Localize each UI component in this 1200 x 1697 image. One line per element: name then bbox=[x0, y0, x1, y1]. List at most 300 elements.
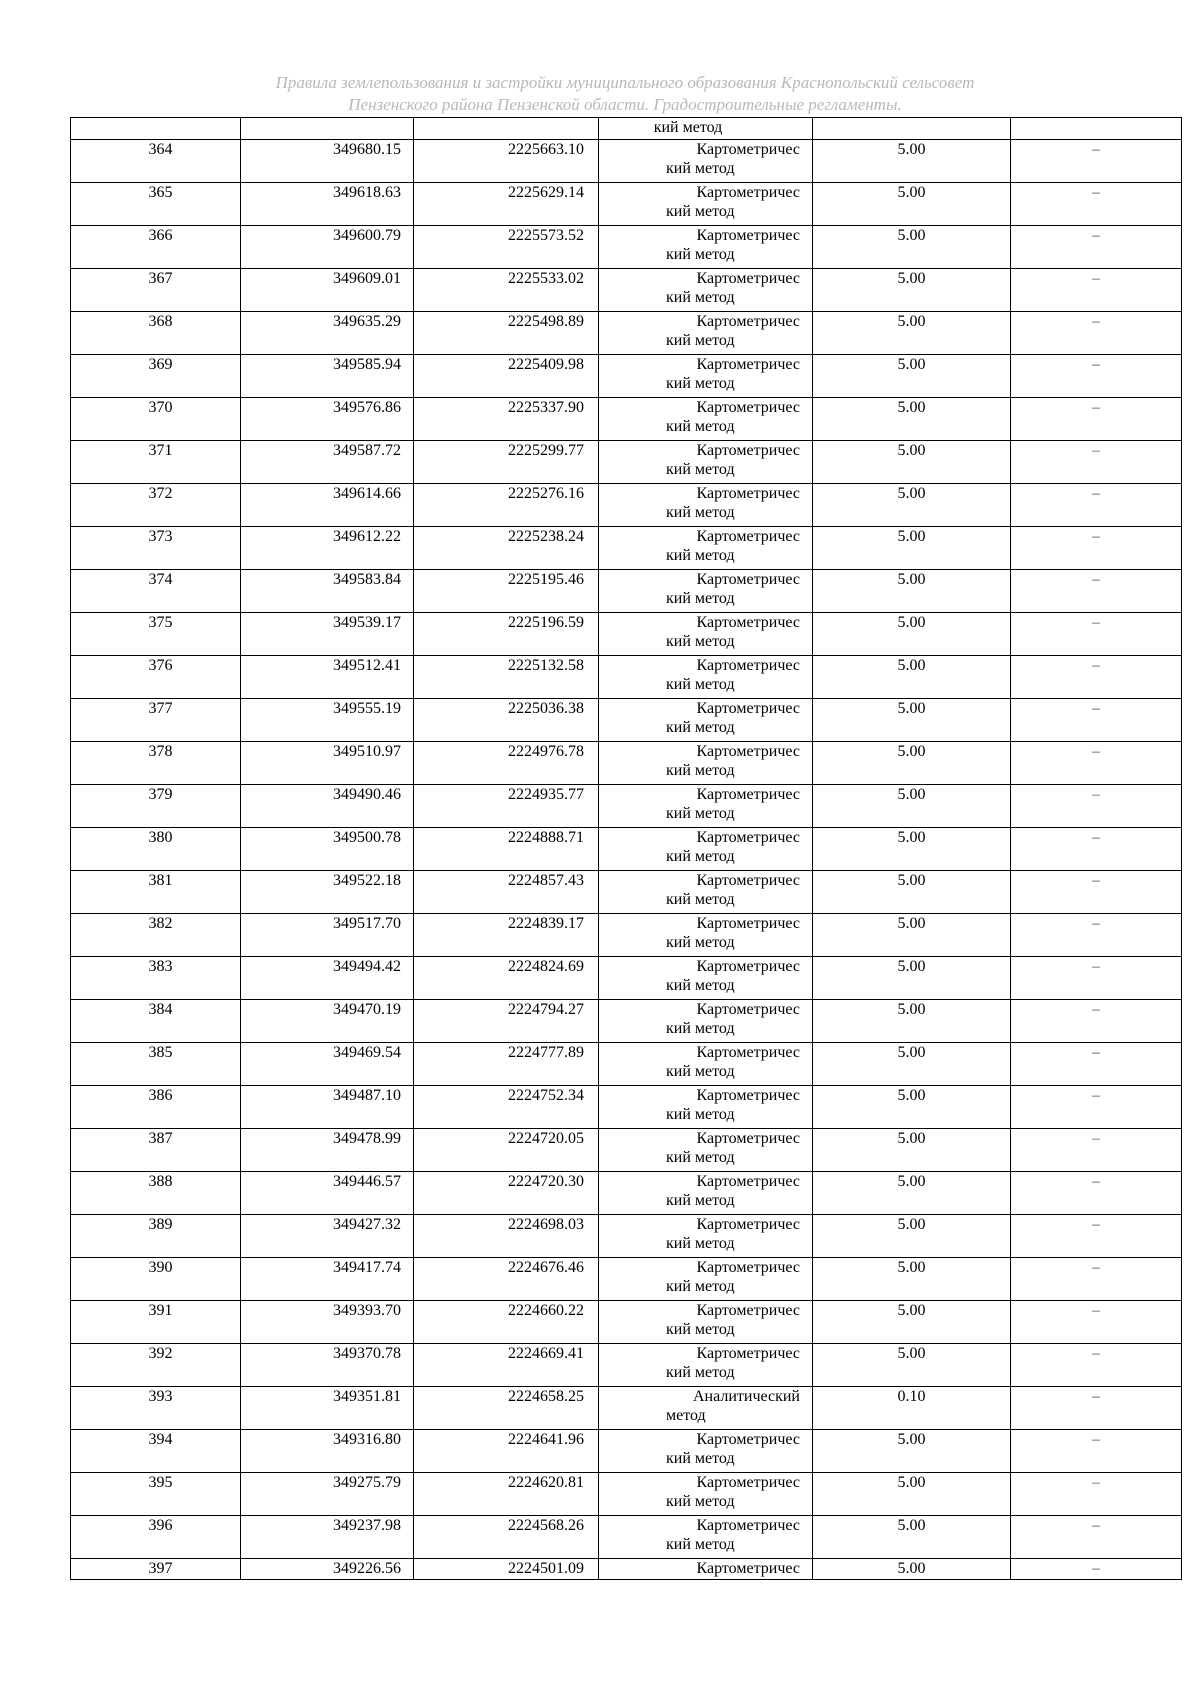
cell-accuracy: 5.00 bbox=[813, 269, 1011, 312]
cell-accuracy: 5.00 bbox=[813, 1129, 1011, 1172]
table-row bbox=[71, 1473, 1182, 1516]
cell-method bbox=[599, 441, 813, 484]
cell-note: – bbox=[1011, 441, 1182, 484]
cell-y: 2225195.46 bbox=[414, 570, 599, 613]
method-line-1: Картометричес bbox=[696, 700, 800, 717]
method-line-2: метод bbox=[666, 1407, 706, 1424]
cell-y: 2224720.05 bbox=[414, 1129, 599, 1172]
cell-y: 2225629.14 bbox=[414, 183, 599, 226]
method-line-1: Картометричес bbox=[696, 313, 800, 330]
cell-method bbox=[599, 871, 813, 914]
method-line-2: кий метод bbox=[666, 762, 735, 779]
table-row bbox=[71, 1301, 1182, 1344]
table-row bbox=[71, 1043, 1182, 1086]
cell-num: 377 bbox=[71, 699, 241, 742]
coordinates-table bbox=[70, 117, 1182, 1580]
table-row bbox=[71, 140, 1182, 183]
method-line-2: кий метод bbox=[666, 590, 735, 607]
cell-x: 349635.29 bbox=[241, 312, 414, 355]
cell-num: 364 bbox=[71, 140, 241, 183]
cell-y: 2225276.16 bbox=[414, 484, 599, 527]
cell-note: – bbox=[1011, 570, 1182, 613]
method-line-1: Картометричес bbox=[696, 1001, 800, 1018]
cell-note: – bbox=[1011, 1043, 1182, 1086]
method-line-1: Аналитический bbox=[692, 1388, 800, 1405]
cell-accuracy: 5.00 bbox=[813, 183, 1011, 226]
method-line-2: кий метод bbox=[666, 418, 735, 435]
cell-x: 349417.74 bbox=[241, 1258, 414, 1301]
method-line-1: Картометричес bbox=[696, 227, 800, 244]
cell-x: 349500.78 bbox=[241, 828, 414, 871]
table-row-continued bbox=[71, 118, 1182, 140]
cell-accuracy: 5.00 bbox=[813, 570, 1011, 613]
coordinates-table-body bbox=[71, 118, 1182, 1580]
cell-x: 349478.99 bbox=[241, 1129, 414, 1172]
cell-method bbox=[599, 355, 813, 398]
cell-x: 349680.15 bbox=[241, 140, 414, 183]
cell-y: 2225409.98 bbox=[414, 355, 599, 398]
cell-num: 373 bbox=[71, 527, 241, 570]
cell-x: 349237.98 bbox=[241, 1516, 414, 1559]
cell-method bbox=[599, 1215, 813, 1258]
cell-note: – bbox=[1011, 1301, 1182, 1344]
cell-method bbox=[599, 1516, 813, 1559]
table-row bbox=[71, 312, 1182, 355]
cell-num: 374 bbox=[71, 570, 241, 613]
cell-num: 366 bbox=[71, 226, 241, 269]
cell-note: – bbox=[1011, 656, 1182, 699]
method-line-1: Картометричес bbox=[696, 872, 800, 889]
cell-accuracy bbox=[813, 118, 1011, 140]
method-line-2: кий метод bbox=[666, 676, 735, 693]
cell-num: 380 bbox=[71, 828, 241, 871]
cell-accuracy: 5.00 bbox=[813, 1516, 1011, 1559]
method-line-1: Картометричес bbox=[696, 1474, 800, 1491]
cell-note: – bbox=[1011, 355, 1182, 398]
cell-x: 349583.84 bbox=[241, 570, 414, 613]
cell-note: – bbox=[1011, 527, 1182, 570]
method-line-2: кий метод bbox=[666, 504, 735, 521]
cell-x: 349512.41 bbox=[241, 656, 414, 699]
method-line-1: Картометричес bbox=[696, 356, 800, 373]
method-line-1: Картометричес bbox=[696, 571, 800, 588]
cell-num: 388 bbox=[71, 1172, 241, 1215]
table-row bbox=[71, 828, 1182, 871]
table-row bbox=[71, 441, 1182, 484]
method-line-1: Картометричес bbox=[696, 485, 800, 502]
cell-method bbox=[599, 1473, 813, 1516]
cell-note: – bbox=[1011, 1473, 1182, 1516]
cell-y: 2224641.96 bbox=[414, 1430, 599, 1473]
cell-x: 349490.46 bbox=[241, 785, 414, 828]
cell-accuracy: 5.00 bbox=[813, 140, 1011, 183]
cell-accuracy: 5.00 bbox=[813, 914, 1011, 957]
method-line-2: кий метод bbox=[666, 160, 735, 177]
cell-accuracy: 5.00 bbox=[813, 742, 1011, 785]
method-line-2: кий метод bbox=[666, 1106, 735, 1123]
table-row bbox=[71, 484, 1182, 527]
method-line-2: кий метод bbox=[666, 1321, 735, 1338]
cell-num: 378 bbox=[71, 742, 241, 785]
table-row bbox=[71, 269, 1182, 312]
cell-accuracy: 5.00 bbox=[813, 1086, 1011, 1129]
cell-accuracy: 5.00 bbox=[813, 441, 1011, 484]
method-line-1: Картометричес bbox=[696, 1560, 800, 1577]
cell-x: 349585.94 bbox=[241, 355, 414, 398]
cell-num: 391 bbox=[71, 1301, 241, 1344]
cell-note: – bbox=[1011, 398, 1182, 441]
cell-y: 2224658.25 bbox=[414, 1387, 599, 1430]
cell-accuracy: 5.00 bbox=[813, 1215, 1011, 1258]
cell-note: – bbox=[1011, 699, 1182, 742]
cell-y: 2224888.71 bbox=[414, 828, 599, 871]
method-line-2: кий метод bbox=[666, 375, 735, 392]
cell-note: – bbox=[1011, 742, 1182, 785]
method-line-2: кий метод bbox=[666, 203, 735, 220]
cell-note: – bbox=[1011, 1172, 1182, 1215]
cell-accuracy: 5.00 bbox=[813, 527, 1011, 570]
cell-y: 2225573.52 bbox=[414, 226, 599, 269]
table-row bbox=[71, 183, 1182, 226]
cell-num: 384 bbox=[71, 1000, 241, 1043]
cell-accuracy: 5.00 bbox=[813, 355, 1011, 398]
method-line-2: кий метод bbox=[666, 633, 735, 650]
method-line-1: Картометричес bbox=[696, 657, 800, 674]
cell-method bbox=[599, 398, 813, 441]
cell-method bbox=[599, 613, 813, 656]
cell-x: 349587.72 bbox=[241, 441, 414, 484]
cell-x: 349370.78 bbox=[241, 1344, 414, 1387]
cell-accuracy: 5.00 bbox=[813, 785, 1011, 828]
cell-method: кий метод bbox=[599, 118, 813, 140]
cell-x: 349614.66 bbox=[241, 484, 414, 527]
cell-x: 349600.79 bbox=[241, 226, 414, 269]
method-line-1: Картометричес bbox=[696, 270, 800, 287]
cell-y: 2224568.26 bbox=[414, 1516, 599, 1559]
cell-note: – bbox=[1011, 828, 1182, 871]
cell-note: – bbox=[1011, 613, 1182, 656]
table-row bbox=[71, 1215, 1182, 1258]
table-row bbox=[71, 1129, 1182, 1172]
cell-num: 369 bbox=[71, 355, 241, 398]
cell-num: 376 bbox=[71, 656, 241, 699]
cell-y: 2225299.77 bbox=[414, 441, 599, 484]
cell-accuracy: 5.00 bbox=[813, 1258, 1011, 1301]
cell-y: 2225663.10 bbox=[414, 140, 599, 183]
method-line-2: кий метод bbox=[666, 1364, 735, 1381]
cell-accuracy: 5.00 bbox=[813, 656, 1011, 699]
cell-y: 2224976.78 bbox=[414, 742, 599, 785]
cell-y: 2224620.81 bbox=[414, 1473, 599, 1516]
cell-method bbox=[599, 484, 813, 527]
method-line-2: кий метод bbox=[666, 547, 735, 564]
cell-y: 2224676.46 bbox=[414, 1258, 599, 1301]
cell-x: 349517.70 bbox=[241, 914, 414, 957]
cell-method bbox=[599, 785, 813, 828]
cell-method bbox=[599, 183, 813, 226]
method-line-2: кий метод bbox=[666, 1536, 735, 1553]
cell-num: 368 bbox=[71, 312, 241, 355]
cell-accuracy: 5.00 bbox=[813, 1301, 1011, 1344]
cell-note: – bbox=[1011, 1430, 1182, 1473]
method-line-2: кий метод bbox=[666, 1450, 735, 1467]
cell-method bbox=[599, 1430, 813, 1473]
cell-y: 2225036.38 bbox=[414, 699, 599, 742]
method-line-1: Картометричес bbox=[696, 1087, 800, 1104]
cell-note: – bbox=[1011, 871, 1182, 914]
cell-y: 2224501.09 bbox=[414, 1559, 599, 1580]
cell-method bbox=[599, 828, 813, 871]
table-row bbox=[71, 699, 1182, 742]
cell-accuracy: 5.00 bbox=[813, 1473, 1011, 1516]
cell-method bbox=[599, 226, 813, 269]
cell-num: 397 bbox=[71, 1559, 241, 1580]
cell-note: – bbox=[1011, 183, 1182, 226]
cell-y: 2224669.41 bbox=[414, 1344, 599, 1387]
method-line-2: кий метод bbox=[666, 805, 735, 822]
cell-note: – bbox=[1011, 785, 1182, 828]
cell-method bbox=[599, 957, 813, 1000]
cell-note: – bbox=[1011, 1215, 1182, 1258]
cell-method bbox=[599, 1172, 813, 1215]
cell-method bbox=[599, 1129, 813, 1172]
cell-num: 395 bbox=[71, 1473, 241, 1516]
method-line-1: Картометричес bbox=[696, 1044, 800, 1061]
cell-num: 394 bbox=[71, 1430, 241, 1473]
cell-num: 371 bbox=[71, 441, 241, 484]
method-line-1: Картометричес bbox=[696, 399, 800, 416]
cell-note bbox=[1011, 118, 1182, 140]
cell-y: 2224777.89 bbox=[414, 1043, 599, 1086]
cell-method bbox=[599, 1387, 813, 1430]
table-row bbox=[71, 957, 1182, 1000]
cell-method bbox=[599, 140, 813, 183]
method-line-2: кий метод bbox=[666, 891, 735, 908]
method-line-1: Картометричес bbox=[696, 1173, 800, 1190]
cell-note: – bbox=[1011, 140, 1182, 183]
cell-note: – bbox=[1011, 1000, 1182, 1043]
cell-accuracy: 5.00 bbox=[813, 1000, 1011, 1043]
cell-x bbox=[241, 118, 414, 140]
method-line-1: Картометричес bbox=[696, 958, 800, 975]
cell-num: 393 bbox=[71, 1387, 241, 1430]
cell-x: 349539.17 bbox=[241, 613, 414, 656]
cell-num: 396 bbox=[71, 1516, 241, 1559]
cell-method bbox=[599, 1086, 813, 1129]
cell-method bbox=[599, 1344, 813, 1387]
cell-y: 2224794.27 bbox=[414, 1000, 599, 1043]
cell-num: 375 bbox=[71, 613, 241, 656]
header-line-1: Правила землепользования и застройки муниципального образования Краснопольский сельсовет bbox=[275, 73, 975, 92]
cell-num: 383 bbox=[71, 957, 241, 1000]
table-row bbox=[71, 1516, 1182, 1559]
table-row bbox=[71, 1000, 1182, 1043]
cell-num: 367 bbox=[71, 269, 241, 312]
method-line-2: кий метод bbox=[666, 1149, 735, 1166]
method-line-2: кий метод bbox=[666, 1493, 735, 1510]
cell-accuracy: 5.00 bbox=[813, 1172, 1011, 1215]
cell-y: 2225498.89 bbox=[414, 312, 599, 355]
cell-method bbox=[599, 914, 813, 957]
table-row bbox=[71, 527, 1182, 570]
cell-method bbox=[599, 527, 813, 570]
cell-method bbox=[599, 656, 813, 699]
method-line-2: кий метод bbox=[666, 289, 735, 306]
cell-note: – bbox=[1011, 914, 1182, 957]
table-row bbox=[71, 785, 1182, 828]
cell-x: 349351.81 bbox=[241, 1387, 414, 1430]
cell-x: 349275.79 bbox=[241, 1473, 414, 1516]
cell-note: – bbox=[1011, 1086, 1182, 1129]
cell-y: 2225337.90 bbox=[414, 398, 599, 441]
method-line-2: кий метод bbox=[666, 461, 735, 478]
cell-x: 349446.57 bbox=[241, 1172, 414, 1215]
method-line-2: кий метод bbox=[666, 848, 735, 865]
cell-accuracy: 5.00 bbox=[813, 1430, 1011, 1473]
header-line-2: Пензенского района Пензенской области. Градостроительные регламенты. bbox=[348, 95, 902, 114]
table-row bbox=[71, 1086, 1182, 1129]
cell-num: 372 bbox=[71, 484, 241, 527]
cell-x: 349510.97 bbox=[241, 742, 414, 785]
cell-num: 385 bbox=[71, 1043, 241, 1086]
cell-x: 349393.70 bbox=[241, 1301, 414, 1344]
cell-method bbox=[599, 742, 813, 785]
method-line-1: Картометричес bbox=[696, 614, 800, 631]
cell-y: 2225132.58 bbox=[414, 656, 599, 699]
method-line-1: Картометричес bbox=[696, 829, 800, 846]
cell-accuracy: 5.00 bbox=[813, 1559, 1011, 1580]
table-row bbox=[71, 226, 1182, 269]
cell-x: 349487.10 bbox=[241, 1086, 414, 1129]
table-row bbox=[71, 1172, 1182, 1215]
page-header bbox=[70, 72, 1180, 116]
cell-x: 349226.56 bbox=[241, 1559, 414, 1580]
cell-x: 349316.80 bbox=[241, 1430, 414, 1473]
cell-num: 381 bbox=[71, 871, 241, 914]
method-line-1: Картометричес bbox=[696, 743, 800, 760]
cell-note: – bbox=[1011, 1516, 1182, 1559]
cell-y: 2225533.02 bbox=[414, 269, 599, 312]
method-line-2: кий метод bbox=[666, 719, 735, 736]
cell-x: 349469.54 bbox=[241, 1043, 414, 1086]
cell-y: 2225196.59 bbox=[414, 613, 599, 656]
method-line-1: Картометричес bbox=[696, 1130, 800, 1147]
cell-y bbox=[414, 118, 599, 140]
cell-y: 2224698.03 bbox=[414, 1215, 599, 1258]
cell-note: – bbox=[1011, 1258, 1182, 1301]
cell-num: 387 bbox=[71, 1129, 241, 1172]
cell-y: 2224824.69 bbox=[414, 957, 599, 1000]
cell-num: 370 bbox=[71, 398, 241, 441]
table-row bbox=[71, 398, 1182, 441]
cell-method bbox=[599, 312, 813, 355]
method-line-2: кий метод bbox=[666, 977, 735, 994]
table-row bbox=[71, 1387, 1182, 1430]
table-row bbox=[71, 355, 1182, 398]
cell-x: 349555.19 bbox=[241, 699, 414, 742]
method-line-1: Картометричес bbox=[696, 786, 800, 803]
table-row bbox=[71, 1559, 1182, 1580]
cell-y: 2224935.77 bbox=[414, 785, 599, 828]
method-line-1: Картометричес bbox=[696, 528, 800, 545]
cell-note: – bbox=[1011, 1387, 1182, 1430]
table-row bbox=[71, 1430, 1182, 1473]
cell-accuracy: 5.00 bbox=[813, 226, 1011, 269]
table-row bbox=[71, 1258, 1182, 1301]
table-row bbox=[71, 1344, 1182, 1387]
cell-num: 386 bbox=[71, 1086, 241, 1129]
table-row bbox=[71, 871, 1182, 914]
cell-note: – bbox=[1011, 957, 1182, 1000]
cell-note: – bbox=[1011, 269, 1182, 312]
table-row bbox=[71, 742, 1182, 785]
cell-method bbox=[599, 699, 813, 742]
cell-num: 390 bbox=[71, 1258, 241, 1301]
cell-accuracy: 5.00 bbox=[813, 828, 1011, 871]
table-row bbox=[71, 570, 1182, 613]
cell-accuracy: 5.00 bbox=[813, 699, 1011, 742]
cell-x: 349576.86 bbox=[241, 398, 414, 441]
cell-y: 2224720.30 bbox=[414, 1172, 599, 1215]
cell-note: – bbox=[1011, 484, 1182, 527]
cell-x: 349612.22 bbox=[241, 527, 414, 570]
cell-x: 349618.63 bbox=[241, 183, 414, 226]
cell-num: 392 bbox=[71, 1344, 241, 1387]
method-line-2: кий метод bbox=[666, 246, 735, 263]
method-line-1: Картометричес bbox=[696, 915, 800, 932]
method-line-2: кий метод bbox=[666, 1235, 735, 1252]
cell-y: 2224752.34 bbox=[414, 1086, 599, 1129]
cell-x: 349522.18 bbox=[241, 871, 414, 914]
cell-method bbox=[599, 269, 813, 312]
method-line-2: кий метод bbox=[666, 1278, 735, 1295]
cell-num: 379 bbox=[71, 785, 241, 828]
cell-method bbox=[599, 570, 813, 613]
cell-accuracy: 5.00 bbox=[813, 1344, 1011, 1387]
method-line-1: Картометричес bbox=[696, 442, 800, 459]
method-line-2: кий метод bbox=[666, 934, 735, 951]
cell-y: 2224660.22 bbox=[414, 1301, 599, 1344]
method-line-2: кий метод bbox=[666, 332, 735, 349]
cell-note: – bbox=[1011, 226, 1182, 269]
cell-method bbox=[599, 1258, 813, 1301]
method-line-1: Картометричес bbox=[696, 1259, 800, 1276]
cell-accuracy: 5.00 bbox=[813, 484, 1011, 527]
cell-note: – bbox=[1011, 312, 1182, 355]
method-line-1: Картометричес bbox=[696, 1431, 800, 1448]
table-row bbox=[71, 613, 1182, 656]
cell-x: 349494.42 bbox=[241, 957, 414, 1000]
cell-accuracy: 5.00 bbox=[813, 312, 1011, 355]
cell-accuracy: 5.00 bbox=[813, 871, 1011, 914]
cell-accuracy: 5.00 bbox=[813, 957, 1011, 1000]
method-line-2: кий метод bbox=[666, 1192, 735, 1209]
cell-method bbox=[599, 1000, 813, 1043]
method-line-1: Картометричес bbox=[696, 1517, 800, 1534]
table-row bbox=[71, 914, 1182, 957]
cell-num: 389 bbox=[71, 1215, 241, 1258]
method-line-2: кий метод bbox=[666, 1020, 735, 1037]
cell-accuracy: 5.00 bbox=[813, 1043, 1011, 1086]
method-line-1: Картометричес bbox=[696, 1216, 800, 1233]
method-line-1: Картометричес bbox=[696, 1302, 800, 1319]
table-row bbox=[71, 656, 1182, 699]
cell-x: 349427.32 bbox=[241, 1215, 414, 1258]
cell-y: 2224857.43 bbox=[414, 871, 599, 914]
cell-accuracy: 5.00 bbox=[813, 398, 1011, 441]
cell-accuracy: 0.10 bbox=[813, 1387, 1011, 1430]
cell-num: 382 bbox=[71, 914, 241, 957]
